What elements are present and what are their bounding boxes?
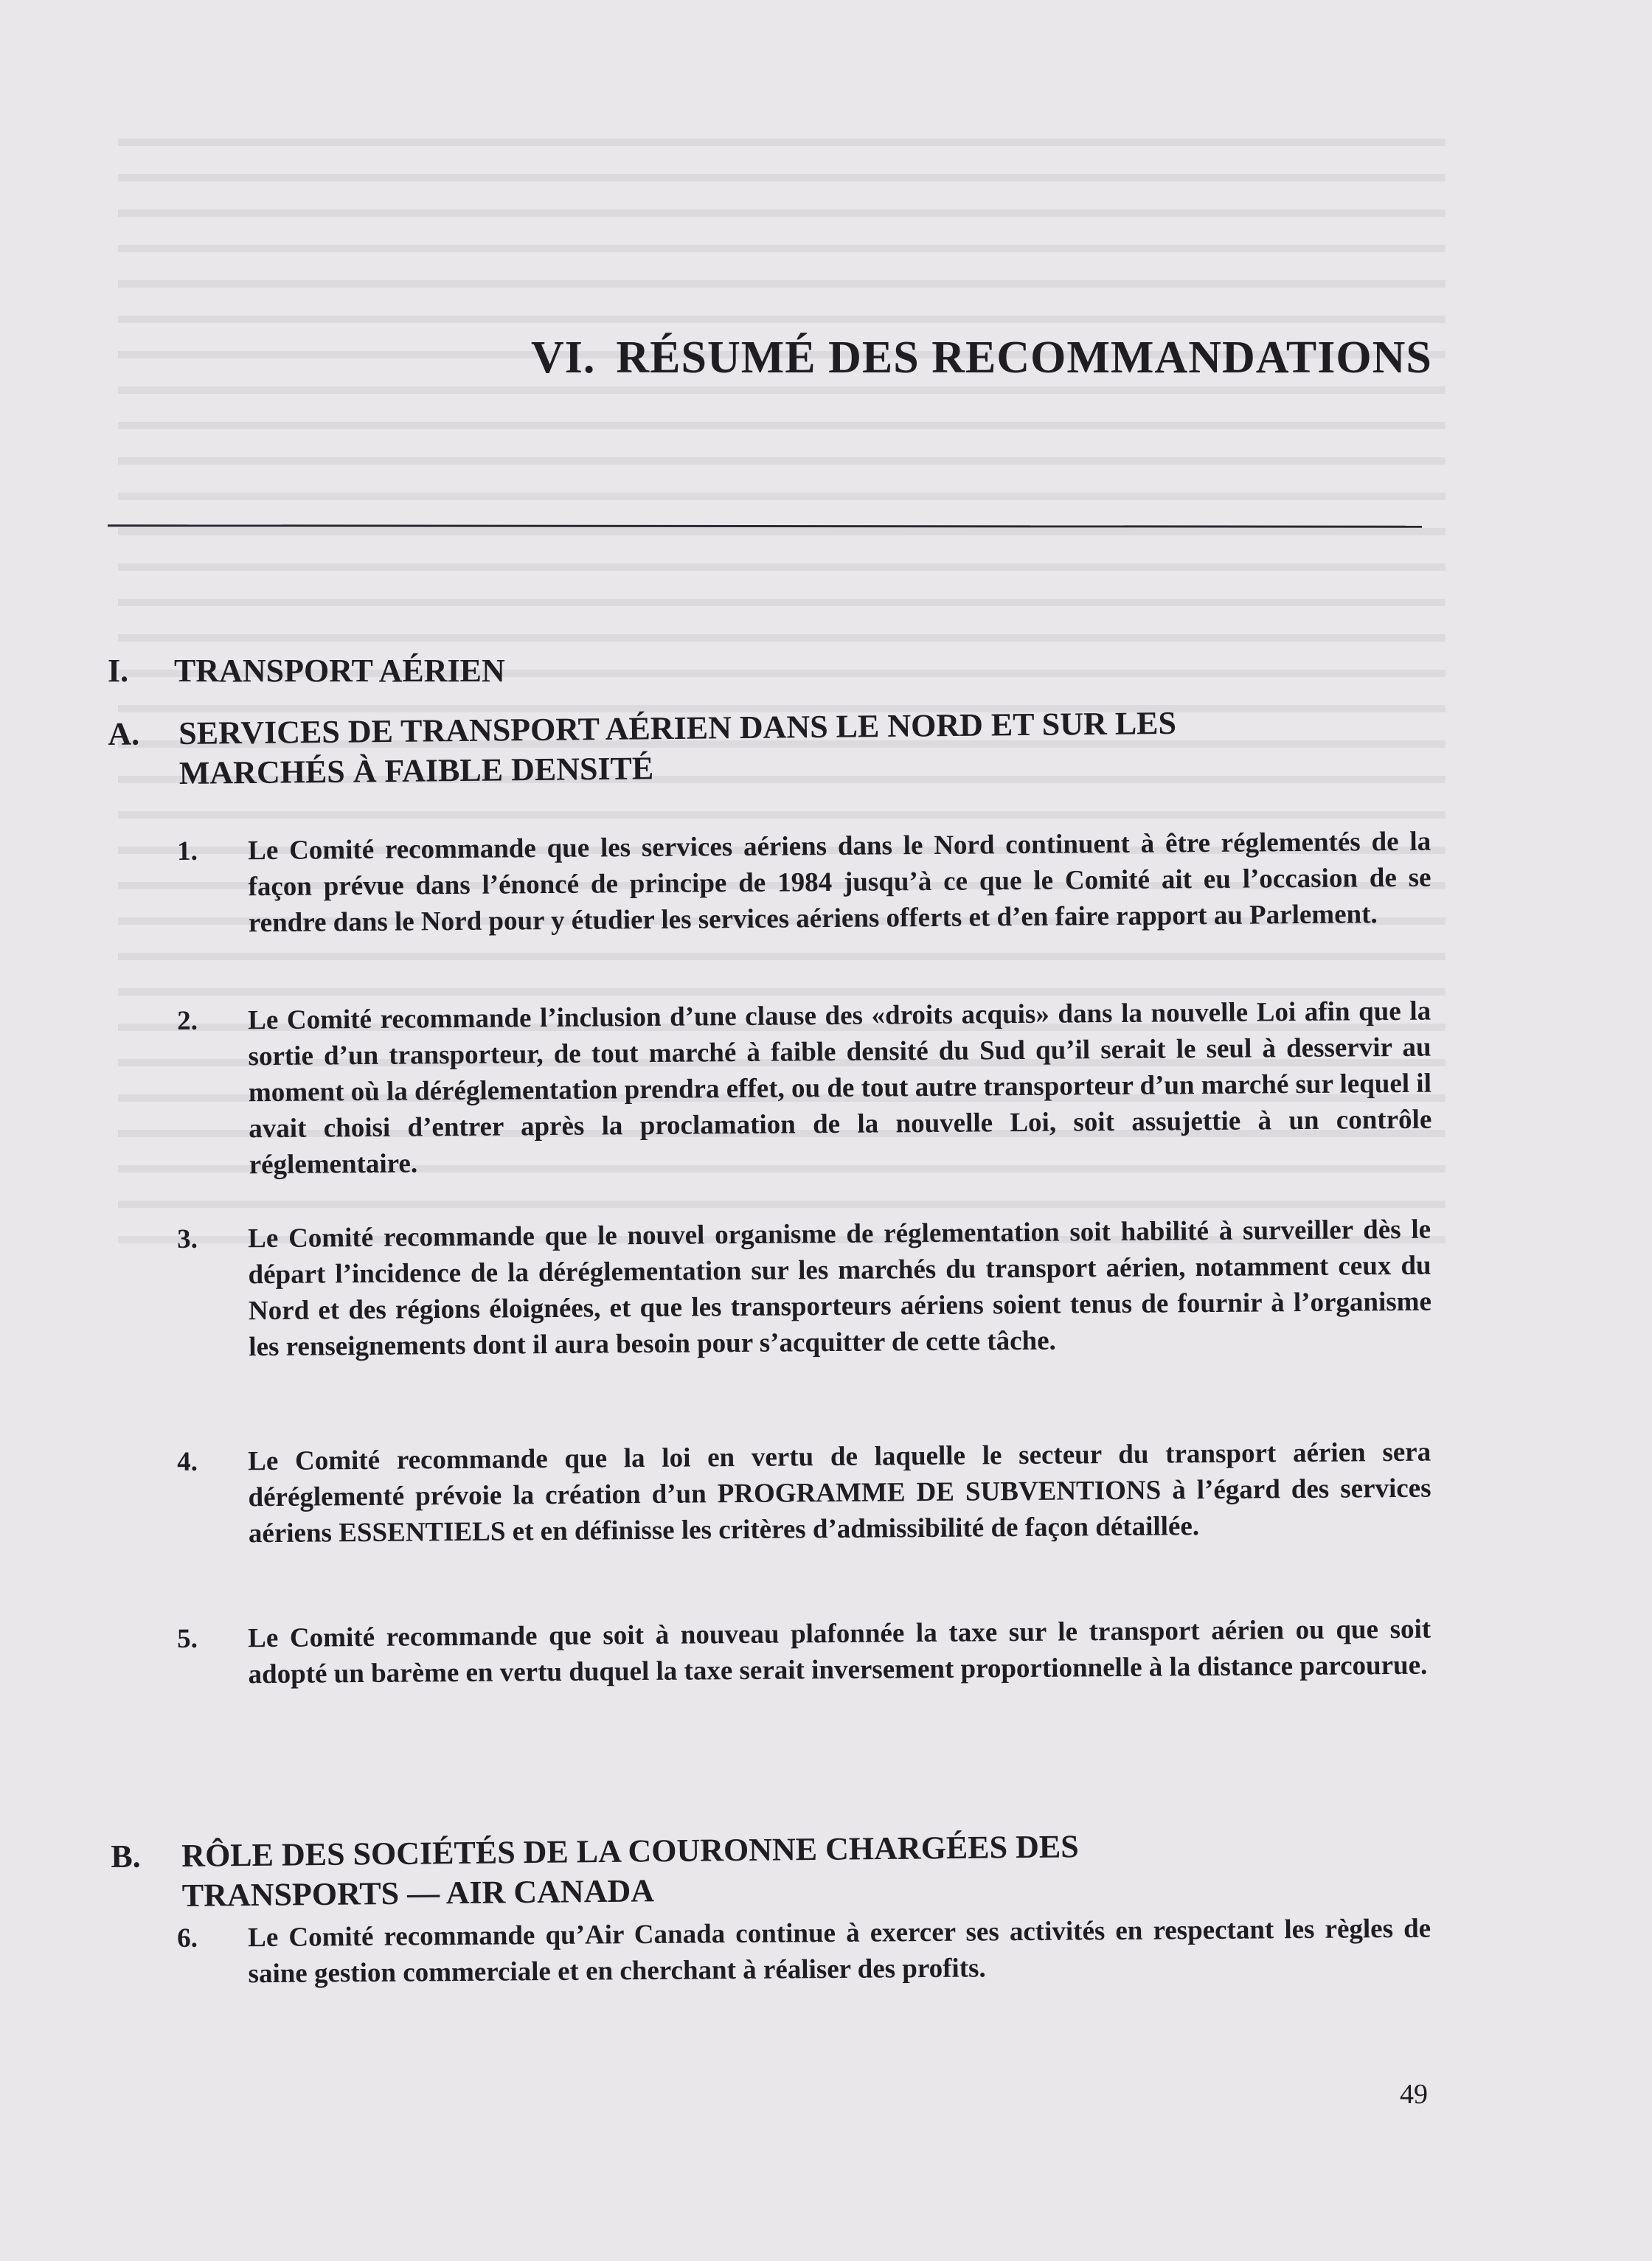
recommendation-item — [177, 1434, 1431, 1552]
recommendation-number: 5. — [177, 1623, 198, 1654]
recommendation-text: Le Comité recommande que le nouvel organisme de réglementation soit habilité à surveiller dès le départ l’incidence de la déréglementation sur les marchés du transport aérien, notamment ceux du Nord et des régions éloignées, et que les transporteurs aériens soient tenus de fournir à l’organisme les renseignements dont il aura besoin pour s’acquitter de cette tâche. — [248, 1214, 1432, 1363]
recommendation-text: Le Comité recommande que soit à nouveau plafonnée la taxe sur le transport aérien ou que soit adopté un barème en vertu duquel la taxe serait inversement proportionnelle à la distance parcourue. — [248, 1614, 1431, 1690]
recommendation-item — [177, 1611, 1431, 1693]
recommendation-number: 3. — [177, 1223, 198, 1254]
recommendation-number: 2. — [177, 1005, 198, 1036]
recommendation-text: Le Comité recommande que la loi en vertu de laquelle le secteur du transport aérien sera déréglementé prévoie la création d’un PROGRAMME DE SUBVENTIONS à l’égard des services aériens ESSENTIELS et en définisse les critères d’admissibilité de façon détaillée. — [248, 1437, 1431, 1549]
section-title-line-1: RÔLE DES SOCIÉTÉS DE LA COURONNE CHARGÉES DES — [181, 1828, 1079, 1874]
recommendation-number: 1. — [177, 836, 198, 866]
recommendation-number: 4. — [177, 1446, 198, 1477]
section-label: A. — [108, 715, 140, 752]
recommendation-item — [177, 1911, 1431, 1993]
recommendation-text: Le Comité recommande l’inclusion d’une clause des «droits acquis» dans la nouvelle Loi afin que la sortie d’un transporteur, de tout marché à faible densité du Sud qu’il serait le seul à desservir au moment où la déréglementation prendra effet, ou de tout autre transporteur d’un marché sur lequel il avait choisi d’entrer après la proclamation de la nouvelle Loi, soit assujettie à un contrôle réglementaire. — [248, 996, 1432, 1181]
section-title-line-2: TRANSPORTS — AIR CANADA — [181, 1872, 655, 1914]
recommendation-text: Le Comité recommande que les services aériens dans le Nord continuent à être réglementés de la façon prévue dans l’énoncé de principe de 1984 jusqu’à ce que le Comité ait eu l’occasion de se rendre dans le Nord pour y étudier les services aériens offerts et d’en faire rapport au Parlement. — [248, 826, 1431, 939]
recommendation-item — [177, 993, 1432, 1184]
recommendation-item — [177, 824, 1431, 942]
chapter-number: VI. — [531, 333, 596, 383]
chapter-title — [531, 332, 1460, 384]
recommendation-text: Le Comité recommande qu’Air Canada continue à exercer ses activités en respectant les règles de saine gestion commerciale et en cherchant à réaliser des profits. — [248, 1913, 1431, 1990]
section-title-line-1: SERVICES DE TRANSPORT AÉRIEN DANS LE NORD ET SUR LES — [178, 704, 1177, 751]
recommendation-number: 6. — [177, 1923, 198, 1953]
page-number: 49 — [1400, 2079, 1428, 2110]
chapter-heading: RÉSUMÉ DES RECOMMANDATIONS — [616, 333, 1432, 383]
section-title-line-2: MARCHÉS À FAIBLE DENSITÉ — [178, 750, 654, 791]
section-label: B. — [111, 1838, 141, 1875]
title-divider — [108, 524, 1422, 528]
part-title: TRANSPORT AÉRIEN — [174, 653, 505, 689]
recommendation-item — [177, 1212, 1431, 1366]
part-label: I. — [108, 653, 129, 689]
